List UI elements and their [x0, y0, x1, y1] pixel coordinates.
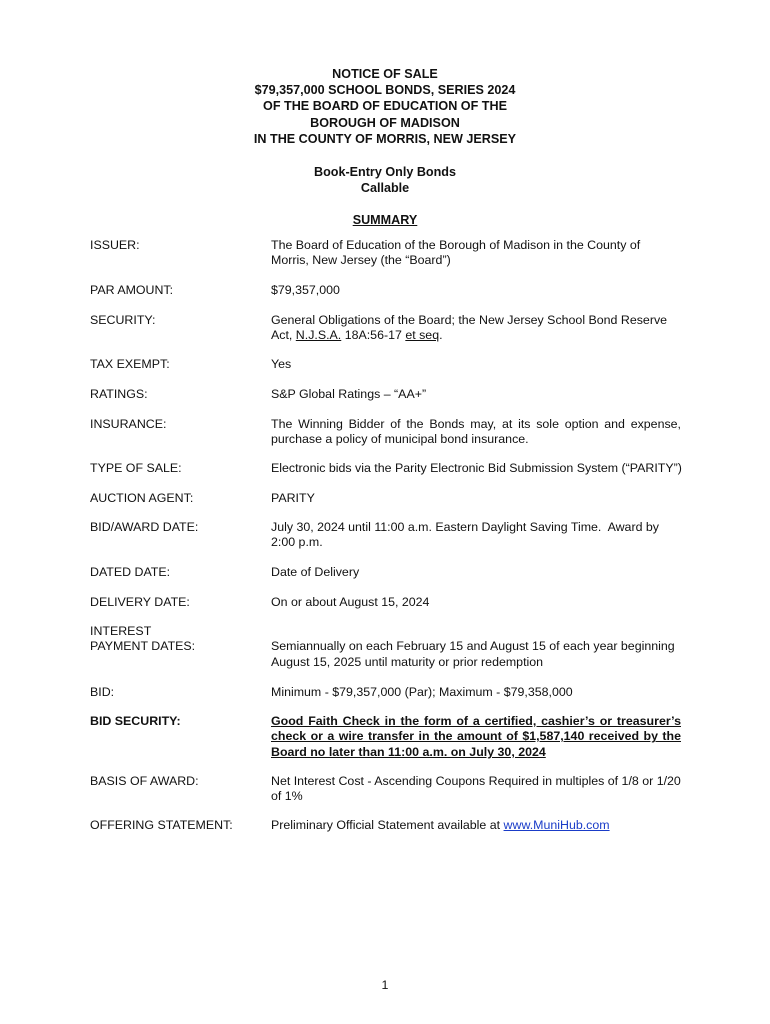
bid-security-label: BID SECURITY: [90, 714, 181, 728]
type-of-sale-value: Electronic bids via the Parity Electronic Bid Submission System (“PARITY”) [271, 461, 682, 475]
summary-heading: SUMMARY [352, 213, 418, 227]
offering-statement-label: OFFERING STATEMENT: [90, 818, 233, 832]
auction-agent-label: AUCTION AGENT: [90, 491, 194, 505]
ratings-value: S&P Global Ratings – “AA+” [271, 387, 427, 401]
bid-award-date-label: BID/AWARD DATE: [90, 520, 199, 534]
security-text: General Obligations of the Board; the New Jersey School Bond Reserve Act, [271, 313, 668, 343]
interest-label-line: INTEREST [90, 624, 152, 638]
njsa-citation: N.J.S.A. [295, 328, 342, 343]
delivery-date-value: On or about August 15, 2024 [271, 595, 430, 609]
security-statute: 18A:56-17 [341, 328, 406, 343]
munihub-link[interactable]: www.MuniHub.com [503, 818, 610, 832]
interest-payment-dates-label [90, 624, 265, 655]
security-period: . [439, 328, 443, 343]
title-line: IN THE COUNTY OF MORRIS, NEW JERSEY [253, 131, 517, 146]
tax-exempt-label: TAX EXEMPT: [90, 357, 170, 371]
basis-of-award-value: Net Interest Cost - Ascending Coupons Required in multiples of 1/8 or 1/20 of 1% [271, 774, 681, 804]
bid-value: Minimum - $79,357,000 (Par); Maximum - $79,358,000 [271, 685, 573, 699]
security-value [271, 313, 681, 344]
insurance-value: The Winning Bidder of the Bonds may, at its sole option and expense, purchase a policy of municipal bond insurance. [271, 417, 681, 447]
et-seq: et seq [405, 328, 440, 343]
basis-of-award-label: BASIS OF AWARD: [90, 774, 199, 788]
auction-agent-value: PARITY [271, 491, 315, 505]
title-line: $79,357,000 SCHOOL BONDS, SERIES 2024 [254, 83, 516, 98]
offering-statement-text: Preliminary Official Statement available at [271, 818, 504, 832]
notice-title [0, 66, 770, 147]
bid-label: BID: [90, 685, 115, 699]
security-label: SECURITY: [90, 313, 156, 327]
issuer-label: ISSUER: [90, 238, 140, 252]
payment-dates-label-line: PAYMENT DATES: [90, 639, 196, 654]
title-line: NOTICE OF SALE [332, 67, 438, 81]
issuer-value: The Board of Education of the Borough of Madison in the County of Morris, New Jersey (the “Board”) [271, 238, 641, 268]
insurance-label: INSURANCE: [90, 417, 167, 431]
subtitle-line: Callable [360, 181, 410, 196]
type-of-sale-label: TYPE OF SALE: [90, 461, 182, 475]
bond-subtitle [0, 164, 770, 196]
delivery-date-label: DELIVERY DATE: [90, 595, 190, 609]
title-line: BOROUGH OF MADISON [310, 115, 460, 130]
par-amount-value: $79,357,000 [271, 283, 340, 297]
tax-exempt-value: Yes [271, 357, 292, 371]
page-number: 1 [381, 978, 389, 992]
bid-security-value: Good Faith Check in the form of a certified, cashier’s or treasurer’s check or a wire transfer in the amount of $1,587,140 received by the Board no later than 11:00 a.m. on July 30, 2024 [271, 714, 681, 759]
dated-date-label: DATED DATE: [90, 565, 171, 579]
subtitle-line: Book-Entry Only Bonds [313, 165, 457, 179]
bid-award-date-value: July 30, 2024 until 11:00 a.m. Eastern Daylight Saving Time. Award by 2:00 p.m. [271, 520, 663, 550]
dated-date-value: Date of Delivery [271, 565, 360, 579]
ratings-label: RATINGS: [90, 387, 148, 401]
offering-statement-value [271, 818, 681, 833]
title-line: OF THE BOARD OF EDUCATION OF THE [263, 99, 507, 114]
interest-payment-dates-value: Semiannually on each February 15 and August 15 of each year beginning August 15, 2025 until maturity or prior redemption [271, 639, 675, 669]
par-amount-label: PAR AMOUNT: [90, 283, 174, 297]
